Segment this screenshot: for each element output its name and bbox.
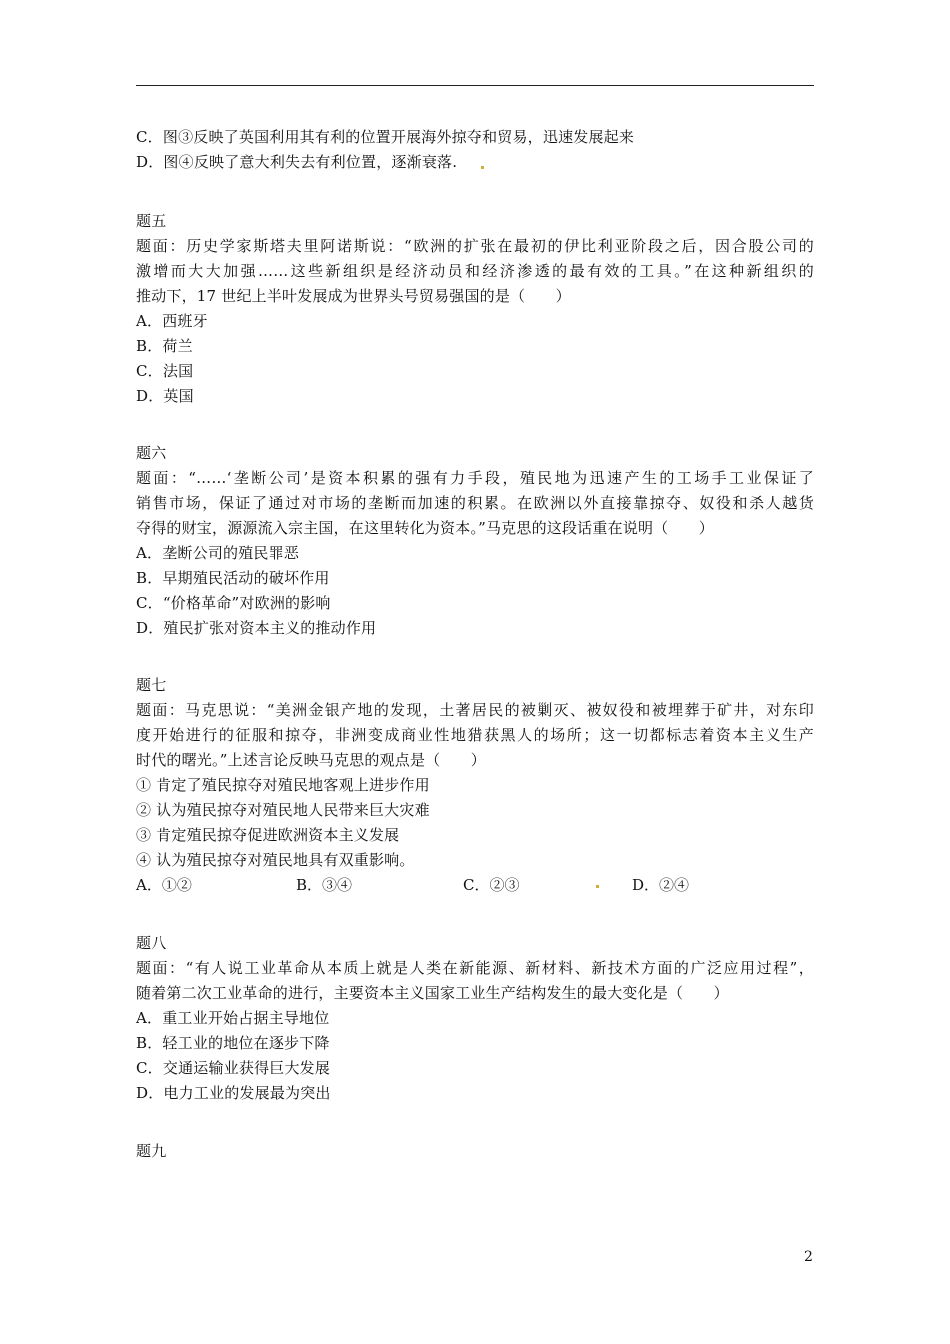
- question-8-option-b: B．轻工业的地位在逐步下降: [136, 1034, 330, 1052]
- question-6-stem-line: 夺得的财宝，源源流入宗主国，在这里转化为资本。”马克思的这段话重在说明（ ）: [136, 519, 714, 537]
- question-8-option-c: C．交通运输业获得巨大发展: [136, 1059, 331, 1077]
- question-8-title: 题八: [136, 934, 167, 952]
- option-d-prev: D．图④反映了意大利失去有利位置，逐渐衰落.: [136, 153, 458, 171]
- question-7-option-d: D．②④: [632, 876, 690, 894]
- question-7-option-b: B．③④: [296, 876, 353, 894]
- question-7-statement-3: ③ 肯定殖民掠夺促进欧洲资本主义发展: [136, 826, 400, 844]
- artifact-dot: [596, 885, 599, 888]
- question-5-title: 题五: [136, 212, 167, 230]
- question-8-option-d: D．电力工业的发展最为突出: [136, 1084, 331, 1102]
- question-7-stem-line: 时代的曙光。”上述言论反映马克思的观点是（ ）: [136, 751, 486, 769]
- header-rule: [136, 85, 814, 86]
- question-7-title: 题七: [136, 676, 167, 694]
- question-5-stem-line: 题面：历史学家斯塔夫里阿诺斯说：“欧洲的扩张在最初的伊比利亚阶段之后，因合股公司的: [136, 237, 814, 255]
- question-7-statement-4: ④ 认为殖民掠夺对殖民地具有双重影响。: [136, 851, 415, 869]
- question-5-option-d: D．英国: [136, 387, 194, 405]
- question-7-stem-line: 题面：马克思说：“美洲金银产地的发现，土著居民的被剿灭、被奴役和被埋葬于矿井，对东印: [136, 701, 814, 719]
- option-c-prev: C．图③反映了英国利用其有利的位置开展海外掠夺和贸易，迅速发展起来: [136, 128, 635, 146]
- page-number: 2: [804, 1249, 813, 1265]
- artifact-dot: [481, 166, 484, 169]
- question-7-option-c: C．②③: [463, 876, 520, 894]
- question-6-stem-line: 题面：“……‘垄断公司’是资本积累的强有力手段，殖民地为迅速产生的工场手工业保证了: [136, 469, 814, 487]
- question-6-option-c: C．“价格革命”对欧洲的影响: [136, 594, 331, 612]
- question-5-option-a: A．西班牙: [136, 312, 208, 330]
- question-9-title: 题九: [136, 1142, 167, 1160]
- question-6-title: 题六: [136, 444, 167, 462]
- question-8-option-a: A．重工业开始占据主导地位: [136, 1009, 330, 1027]
- question-5-stem-line: 激增而大大加强……这些新组织是经济动员和经济渗透的最有效的工具。”在这种新组织的: [136, 262, 814, 280]
- question-6-option-d: D．殖民扩张对资本主义的推动作用: [136, 619, 377, 637]
- question-7-statement-1: ① 肯定了殖民掠夺对殖民地客观上进步作用: [136, 776, 430, 794]
- question-7-option-a: A．①②: [136, 876, 192, 894]
- question-8-stem-line: 题面：“有人说工业革命从本质上就是人类在新能源、新材料、新技术方面的广泛应用过程”，: [136, 959, 814, 977]
- question-7-statement-2: ② 认为殖民掠夺对殖民地人民带来巨大灾难: [136, 801, 430, 819]
- question-8-stem-line: 随着第二次工业革命的进行，主要资本主义国家工业生产结构发生的最大变化是（ ）: [136, 984, 729, 1002]
- question-5-option-c: C．法国: [136, 362, 194, 380]
- question-6-option-b: B．早期殖民活动的破坏作用: [136, 569, 330, 587]
- question-5-option-b: B．荷兰: [136, 337, 193, 355]
- question-6-option-a: A．垄断公司的殖民罪恶: [136, 544, 300, 562]
- question-5-stem-line: 推动下，17 世纪上半叶发展成为世界头号贸易强国的是（ ）: [136, 287, 571, 305]
- question-7-stem-line: 度开始进行的征服和掠夺，非洲变成商业性地猎获黑人的场所；这一切都标志着资本主义生产: [136, 726, 814, 744]
- question-6-stem-line: 销售市场，保证了通过对市场的垄断而加速的积累。在欧洲以外直接靠掠夺、奴役和杀人越货: [136, 494, 814, 512]
